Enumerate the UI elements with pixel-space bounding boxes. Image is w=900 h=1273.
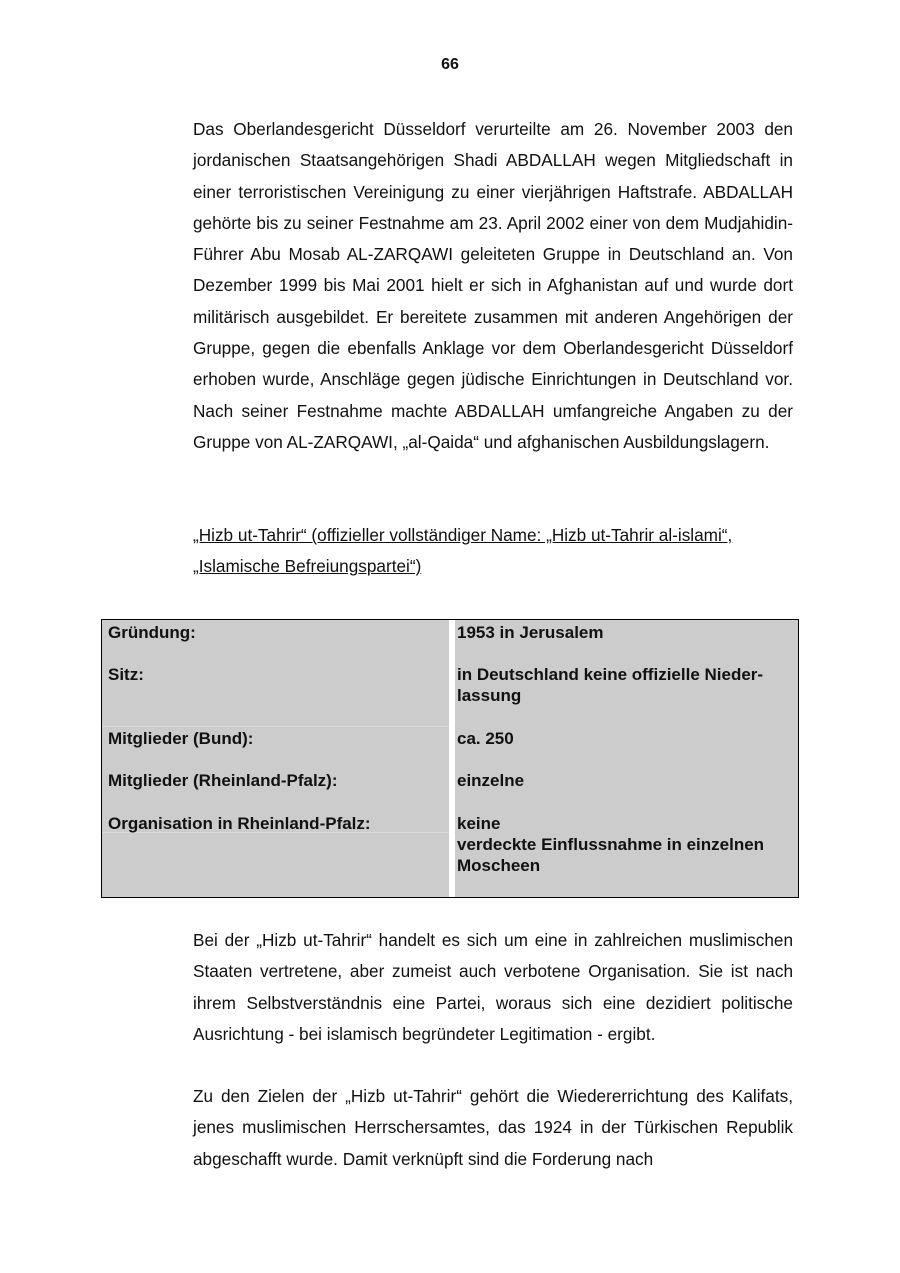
label-organisation-rlp: Organisation in Rheinland-Pfalz: bbox=[108, 814, 371, 833]
organization-info-table bbox=[101, 619, 799, 898]
section-heading-text: „Hizb ut-Tahrir“ (offizieller vollständiger Name: „Hizb ut-Tahrir al-islami“, „Islamische Befreiungspartei“) bbox=[193, 525, 733, 577]
label-mitglieder-bund: Mitglieder (Bund): bbox=[108, 729, 254, 748]
value-line: ca. 250 bbox=[457, 729, 514, 748]
label-gruendung: Gründung: bbox=[108, 623, 196, 642]
value-line: lassung bbox=[457, 686, 522, 705]
paragraph-organization-description: Bei der „Hizb ut-Tahrir“ handelt es sich um eine in zahlreichen muslimischen Staaten vertretene, aber zumeist auch verbotene Organisation. Sie ist nach ihrem Selbstverständnis eine Partei, woraus sich eine dezidiert politische Ausrichtung - bei islamisch begründeter Legitimation - ergibt. bbox=[193, 930, 793, 1044]
paragraph-organization-goals: Zu den Zielen der „Hizb ut-Tahrir“ gehört die Wiedererrichtung des Kalifats, jenes muslimischen Herrschersamtes, das 1924 in der Türkischen Republik abgeschafft wurde. Damit verknüpft sind die Forderung nach bbox=[193, 1086, 793, 1169]
label-mitglieder-rlp: Mitglieder (Rheinland-Pfalz): bbox=[108, 771, 338, 790]
value-line: Moscheen bbox=[457, 856, 541, 875]
label-sitz: Sitz: bbox=[108, 665, 144, 684]
value-mitglieder-bund bbox=[457, 728, 794, 749]
page-number: 66 bbox=[441, 56, 459, 73]
value-line: 1953 in Jerusalem bbox=[457, 623, 604, 642]
table-label-column bbox=[102, 620, 449, 897]
value-sitz bbox=[457, 664, 794, 706]
value-organisation-rlp bbox=[457, 813, 794, 876]
table-value-column bbox=[455, 620, 798, 897]
section-heading bbox=[193, 520, 793, 583]
value-gruendung bbox=[457, 622, 794, 643]
value-mitglieder-rlp bbox=[457, 770, 794, 791]
value-line: verdeckte Einflussnahme in einzelnen bbox=[457, 835, 765, 854]
value-line: in Deutschland keine offizielle Nieder- bbox=[457, 665, 764, 684]
value-line: einzelne bbox=[457, 771, 525, 790]
row-separator bbox=[102, 726, 449, 727]
paragraph-abdallah-verdict: Das Oberlandesgericht Düsseldorf verurteilte am 26. November 2003 den jordanischen Staatsangehörigen Shadi ABDALLAH wegen Mitgliedschaft in einer terroristischen Vereinigung zu einer vierjährigen Haftstrafe. ABDALLAH gehörte bis zu seiner Festnahme am 23. April 2002 einer von dem Mudjahidin-Führer Abu Mosab AL-ZARQAWI geleiteten Gruppe in Deutschland an. Von Dezember 1999 bis Mai 2001 hielt er sich in Afghanistan auf und wurde dort militärisch ausgebildet. Er bereitete zusammen mit anderen Angehörigen der Gruppe, gegen die ebenfalls Anklage vor dem Oberlandesgericht Düsseldorf erhoben wurde, Anschläge gegen jüdische Einrichtungen in Deutschland vor. Nach seiner Festnahme machte ABDALLAH umfangreiche Angaben zu der Gruppe von AL-ZARQAWI, „al-Qaida“ und afghanischen Ausbildungslagern. bbox=[193, 119, 793, 452]
value-line: keine bbox=[457, 814, 501, 833]
